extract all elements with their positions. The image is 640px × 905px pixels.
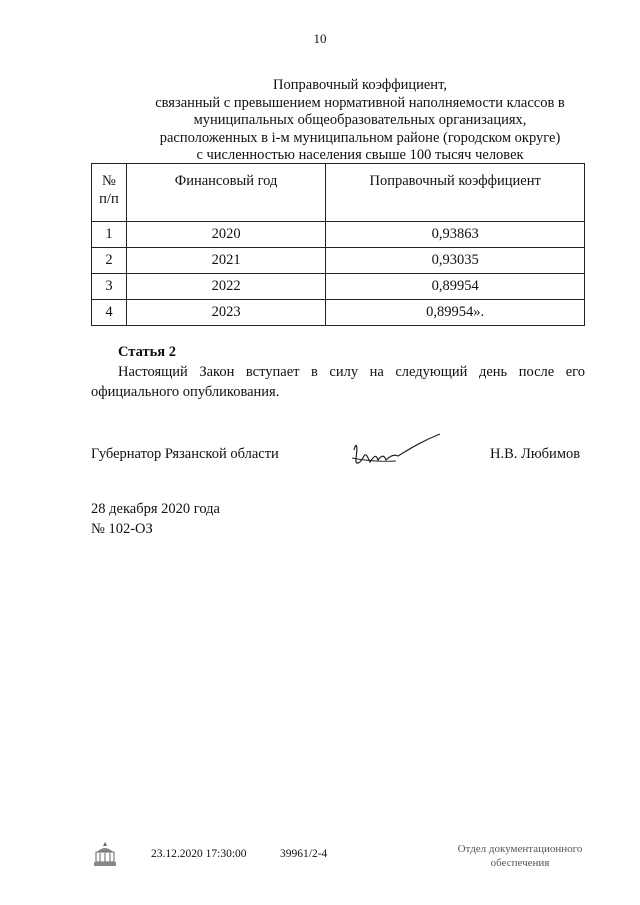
footer-timestamp: 23.12.2020 17:30:00	[151, 848, 247, 860]
stamp-line: обеспечения	[490, 857, 550, 869]
document-number: № 102-ОЗ	[91, 521, 153, 537]
coefficient-table	[91, 163, 585, 326]
article-text: Настоящий Закон вступает в силу на следующий день после его официального опубликования.	[91, 364, 585, 400]
governor-position: Губернатор Рязанской области	[91, 446, 279, 462]
governor-name: Н.В. Любимов	[490, 446, 581, 462]
cell-year: 2023	[126, 300, 325, 326]
column-header-number-label: № п/п	[99, 173, 119, 207]
cell-number: 4	[92, 300, 127, 326]
footer-registration-code: 39961/2-4	[280, 848, 328, 860]
cell-year: 2022	[126, 274, 325, 300]
page-number: 10	[313, 31, 327, 46]
cell-year: 2020	[126, 222, 325, 248]
table-row	[92, 300, 585, 326]
heading-line: расположенных в i-м муниципальном районе (городском округе)	[159, 129, 561, 146]
table-heading	[100, 77, 620, 165]
table-row	[92, 248, 585, 274]
department-stamp	[440, 842, 600, 870]
column-header-year: Финансовый год	[126, 164, 325, 222]
cell-year: 2021	[126, 248, 325, 274]
heading-line: муниципальных общеобразовательных организациях,	[193, 112, 527, 129]
column-header-number	[92, 164, 127, 222]
heading-line: связанный с превышением нормативной наполняемости классов в	[155, 94, 565, 111]
cell-number: 2	[92, 248, 127, 274]
regional-duma-logo-icon	[92, 840, 118, 873]
heading-line: Поправочный коэффициент,	[273, 77, 447, 93]
cell-coefficient: 0,89954».	[326, 300, 585, 326]
column-header-coefficient: Поправочный коэффициент	[326, 164, 585, 222]
table-row	[92, 222, 585, 248]
article-title: Статья 2	[118, 344, 176, 360]
heading-line: с численностью населения свыше 100 тысяч человек	[196, 147, 524, 164]
document-date: 28 декабря 2020 года	[91, 501, 220, 517]
cell-coefficient: 0,93035	[326, 248, 585, 274]
cell-coefficient: 0,93863	[326, 222, 585, 248]
cell-coefficient: 0,89954	[326, 274, 585, 300]
table-row	[92, 274, 585, 300]
table-header-row	[92, 164, 585, 222]
stamp-line: Отдел документационного	[457, 843, 583, 855]
handwritten-signature	[348, 428, 448, 478]
cell-number: 3	[92, 274, 127, 300]
cell-number: 1	[92, 222, 127, 248]
